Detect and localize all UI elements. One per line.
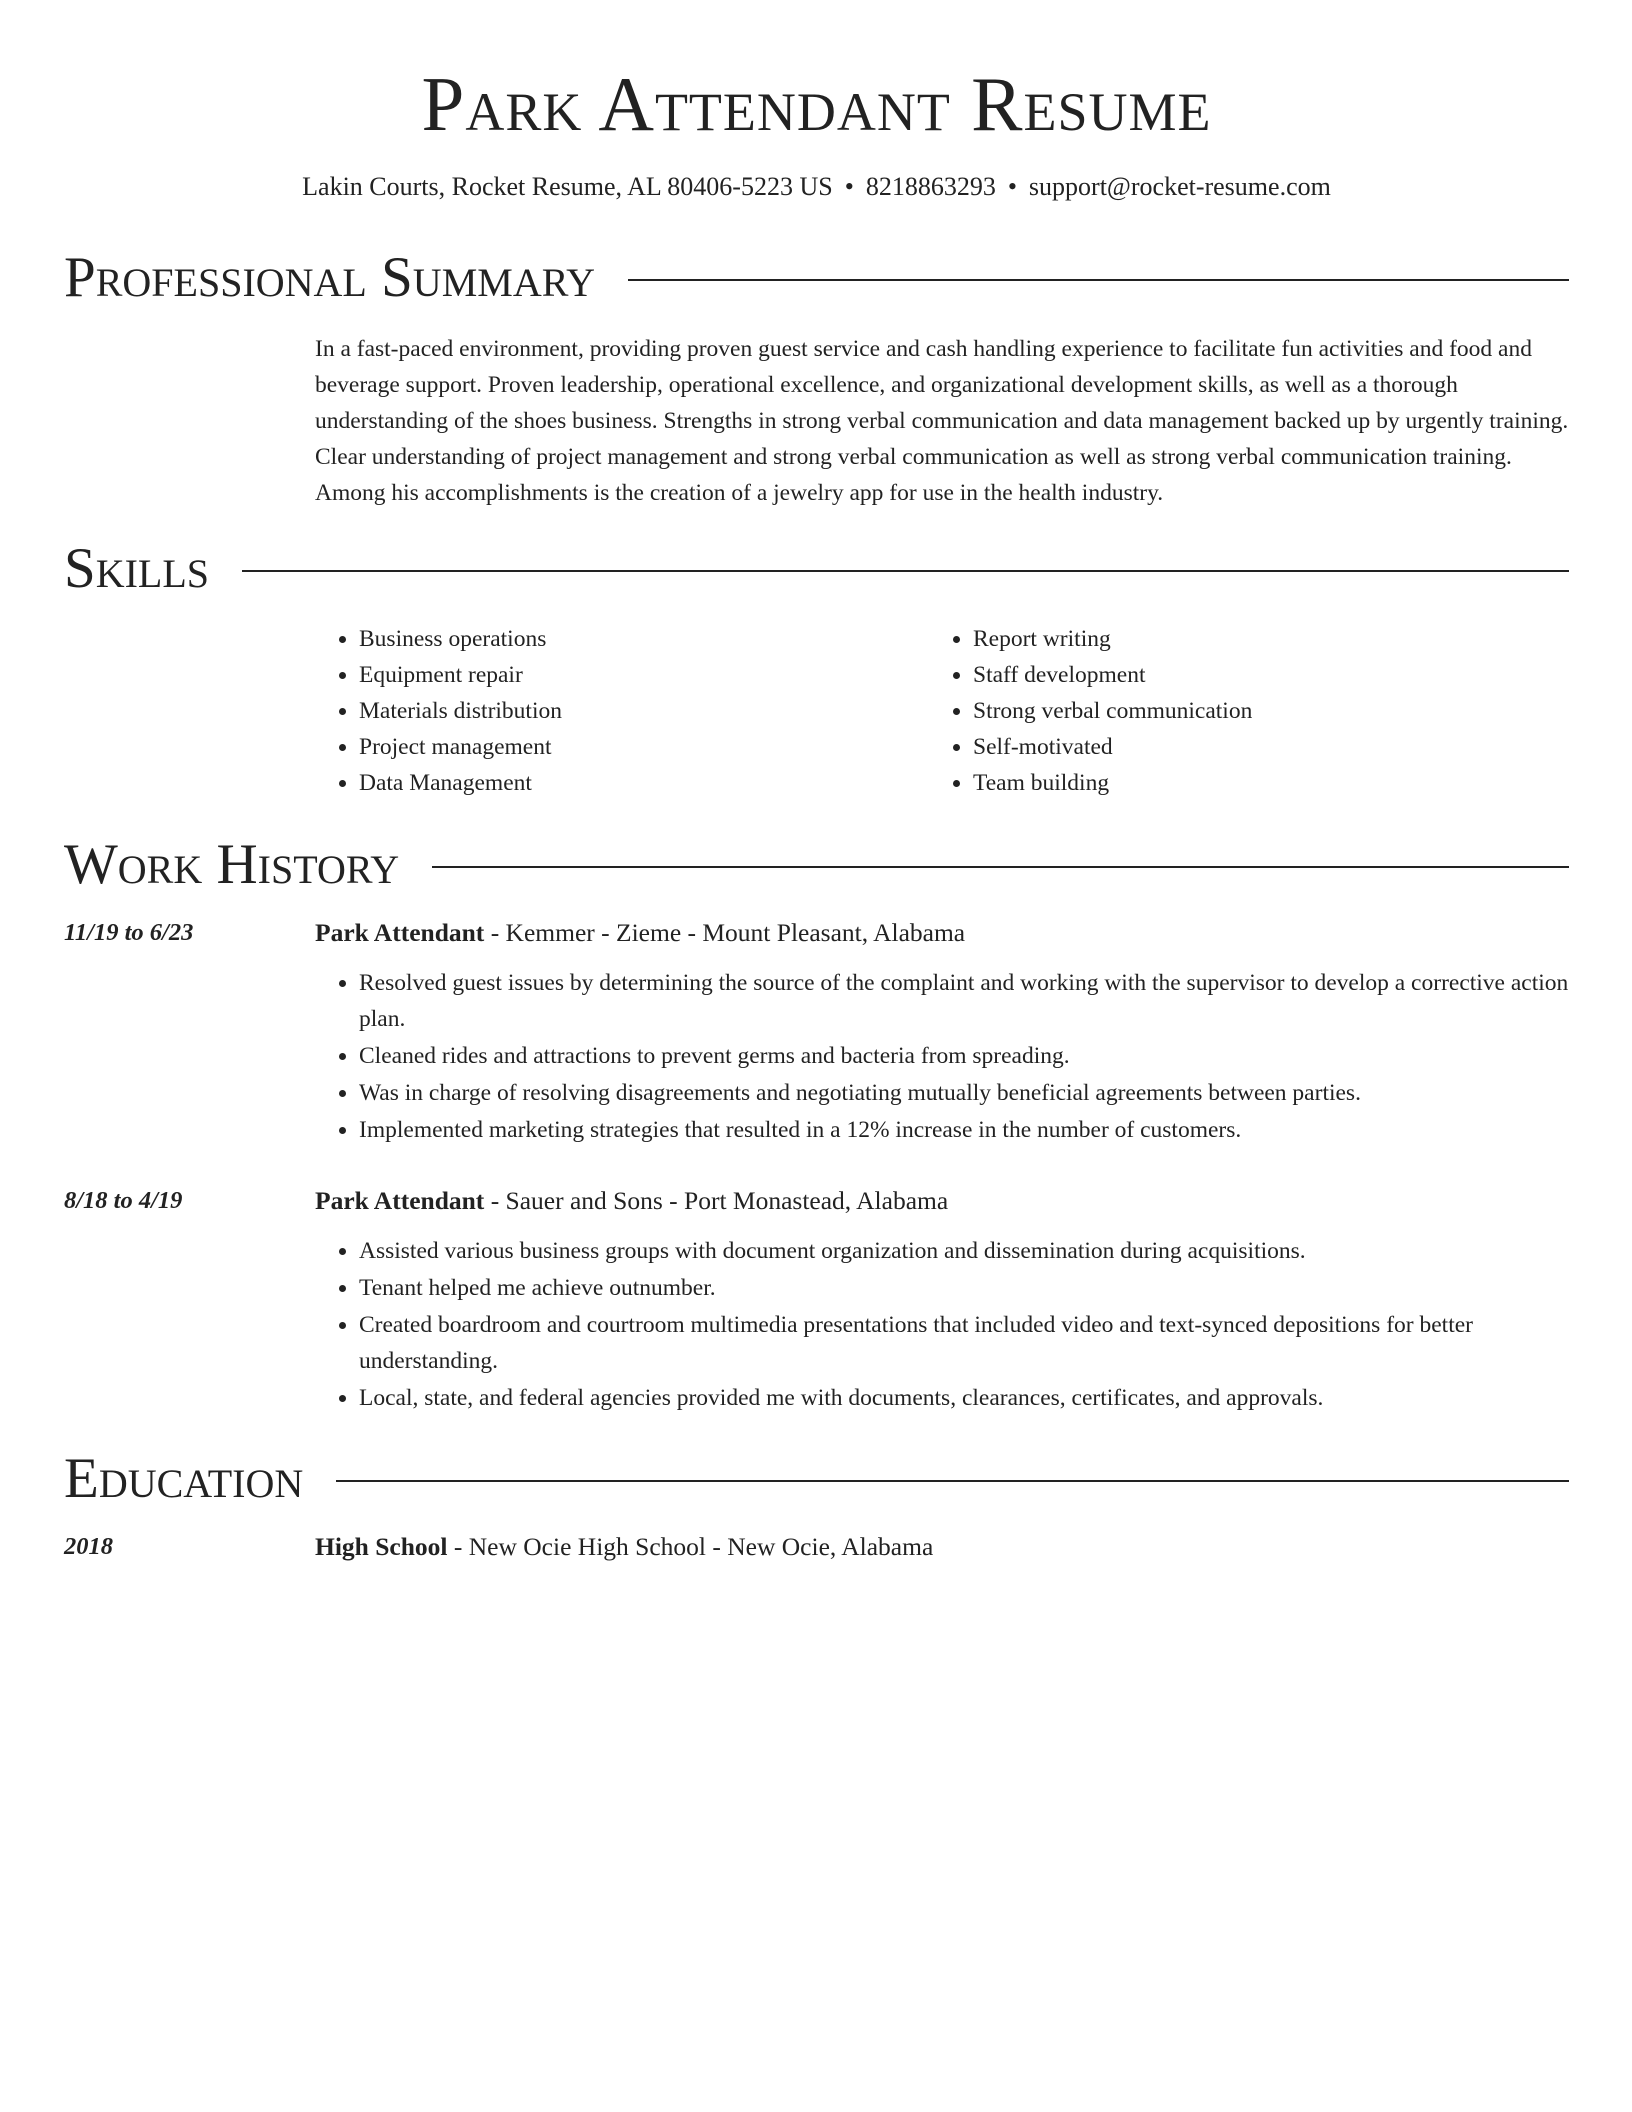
skills-list-left (315, 621, 933, 801)
education-heading: Education (64, 1447, 304, 1510)
summary-paragraph: In a fast-paced environment, providing proven guest service and cash handling experience to facilitate fun activities and food and beverage support. Proven leadership, operational excellence, and organizational development skills, as well as a thorough understanding of the shoes business. Strengths in strong verbal communication and data management backed up by urgently training. Clear understanding of project management and strong verbal communication as well as strong verbal communication training. Among his accomplishments is the creation of a jewelry app for use in the health industry. (315, 336, 1569, 506)
section-divider (628, 279, 1569, 281)
skills-grid (315, 621, 1569, 801)
job-dates: 8/18 to 4/19 (64, 1187, 183, 1214)
work-section-header (64, 833, 1569, 897)
job-bullet: • Assisted various business groups with document organization and dissemination during acquisitions. (359, 1233, 1569, 1269)
job-title: Park Attendant (315, 918, 485, 947)
skill-item: • Business operations (359, 621, 933, 657)
job-bullet: • Created boardroom and courtroom multimedia presentations that included video and text-synced depositions for better understanding. (359, 1307, 1569, 1379)
work-heading: Work History (64, 833, 400, 896)
job-details: - Kemmer - Zieme - Mount Pleasant, Alabama (484, 918, 966, 947)
skill-item: • Equipment repair (359, 657, 933, 693)
resume-title: Park Attendant Resume (421, 61, 1212, 147)
contact-address: Lakin Courts, Rocket Resume, AL 80406-5223 US (302, 172, 833, 201)
job-bullets (315, 965, 1569, 1148)
contact-email[interactable]: support@rocket-resume.com (1028, 172, 1331, 201)
education-section-header (64, 1447, 1569, 1511)
job-bullet: • Was in charge of resolving disagreements and negotiating mutually beneficial agreements between parties. (359, 1075, 1569, 1111)
section-divider (432, 866, 1569, 868)
education-body (315, 1529, 1569, 1565)
skill-item: • Report writing (973, 621, 1547, 657)
skill-item: • Team building (973, 765, 1547, 801)
summary-heading: Professional Summary (64, 246, 596, 309)
job-title: Park Attendant (315, 1186, 485, 1215)
job-bullet: • Tenant helped me achieve outnumber. (359, 1270, 1569, 1306)
job-bullet: • Resolved guest issues by determining the source of the complaint and working with the supervisor to develop a corrective action plan. (359, 965, 1569, 1037)
contact-separator: • (1007, 172, 1017, 201)
skills-heading: Skills (64, 537, 210, 600)
job-bullet: • Implemented marketing strategies that resulted in a 12% increase in the number of customers. (359, 1112, 1569, 1148)
section-divider (242, 570, 1569, 572)
skills-section-header (64, 537, 1569, 601)
job-bullet: • Cleaned rides and attractions to prevent germs and bacteria from spreading. (359, 1038, 1569, 1074)
job-bullet: • Local, state, and federal agencies provided me with documents, clearances, certificates, and approvals. (359, 1380, 1569, 1416)
skill-item: • Data Management (359, 765, 933, 801)
education-year: 2018 (64, 1533, 113, 1560)
job-bullets (315, 1233, 1569, 1416)
skills-list-right (933, 621, 1547, 801)
contact-phone: 8218863293 (865, 172, 996, 201)
education-details: - New Ocie High School - New Ocie, Alabama (447, 1532, 934, 1561)
section-divider (336, 1480, 1569, 1482)
summary-section-header (64, 246, 1569, 310)
skill-item: • Self-motivated (973, 729, 1547, 765)
job-body (315, 1183, 1569, 1417)
job-heading (315, 915, 1569, 951)
skill-item: • Materials distribution (359, 693, 933, 729)
skill-item: • Strong verbal communication (973, 693, 1547, 729)
contact-line (64, 170, 1569, 204)
education-heading-line (315, 1529, 1569, 1565)
job-dates: 11/19 to 6/23 (64, 919, 194, 946)
job-heading (315, 1183, 1569, 1219)
contact-separator: • (844, 172, 854, 201)
job-details: - Sauer and Sons - Port Monastead, Alabama (484, 1186, 949, 1215)
skill-item: • Project management (359, 729, 933, 765)
education-entry (64, 1529, 1569, 1565)
education-degree: High School (315, 1532, 448, 1561)
skill-item: • Staff development (973, 657, 1547, 693)
job-body (315, 915, 1569, 1149)
job-entry (64, 1183, 1569, 1417)
job-entry (64, 915, 1569, 1149)
